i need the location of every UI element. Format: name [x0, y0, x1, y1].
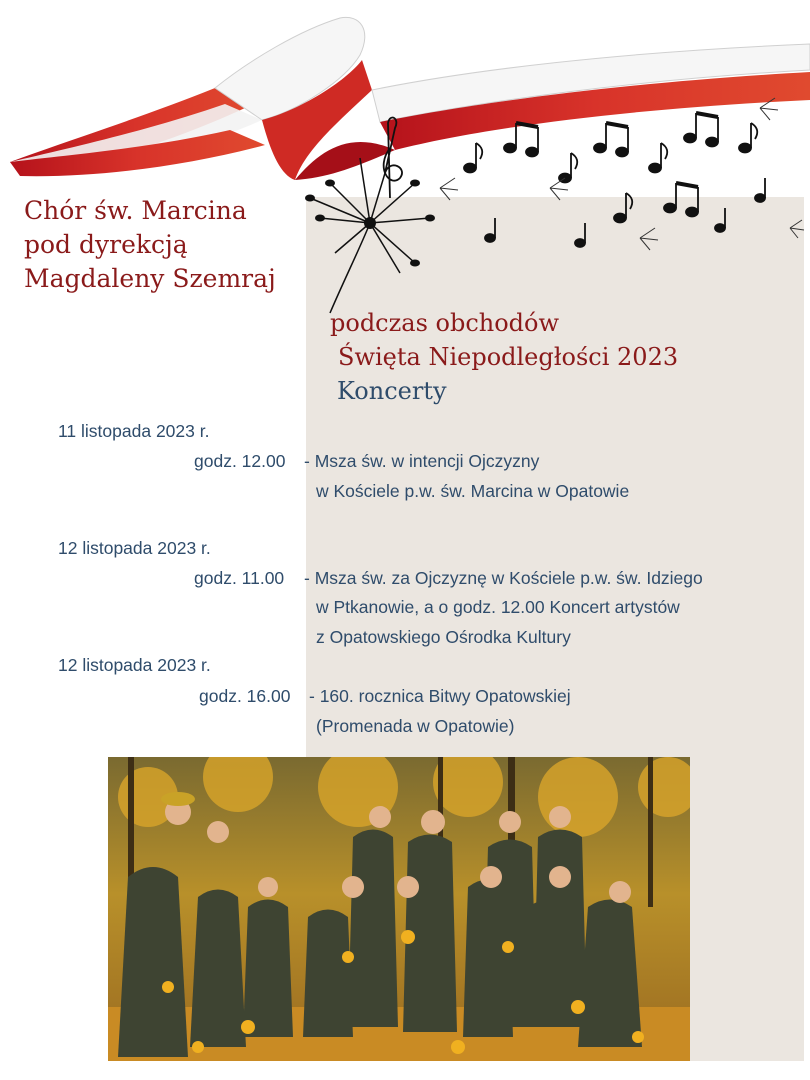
conductor-name: Magdaleny Szemraj [24, 264, 276, 293]
choir-heading [24, 194, 276, 296]
holiday-title: Święta Niepodległości 2023 [338, 343, 679, 371]
event-1-date: 11 listopada 2023 r. [58, 421, 210, 441]
event-1-time: godz. 12.00 [194, 451, 286, 471]
choir-direction-label: pod dyrekcją [24, 230, 188, 259]
event-2-date: 12 listopada 2023 r. [58, 538, 211, 558]
event-3-date: 12 listopada 2023 r. [58, 655, 211, 675]
event-2-line-2: w Ptkanowie, a o godz. 12.00 Koncert artystów [316, 597, 680, 617]
occasion-heading [330, 306, 678, 408]
event-2-line-1: - Msza św. za Ojczyznę w Kościele p.w. św. Idziego [304, 568, 703, 588]
event-1-line-1: - Msza św. w intencji Ojczyzny [304, 451, 540, 471]
event-2-time: godz. 11.00 [194, 568, 285, 588]
concerts-label: Koncerty [337, 377, 447, 405]
occasion-line: podczas obchodów [330, 309, 560, 337]
event-1-line-2: w Kościele p.w. św. Marcina w Opatowie [316, 481, 630, 501]
event-3-time: godz. 16.00 [199, 686, 291, 706]
choir-group-photo [108, 757, 690, 1061]
event-3-line-1: - 160. rocznica Bitwy Opatowskiej [309, 686, 571, 706]
dandelion-music-notes-illustration [290, 88, 810, 318]
event-3-line-2: (Promenada w Opatowie) [316, 716, 515, 736]
autumn-photo-illustration [108, 757, 690, 1061]
event-2-line-3: z Opatowskiego Ośrodka Kultury [316, 627, 571, 647]
choir-name: Chór św. Marcina [24, 196, 247, 225]
